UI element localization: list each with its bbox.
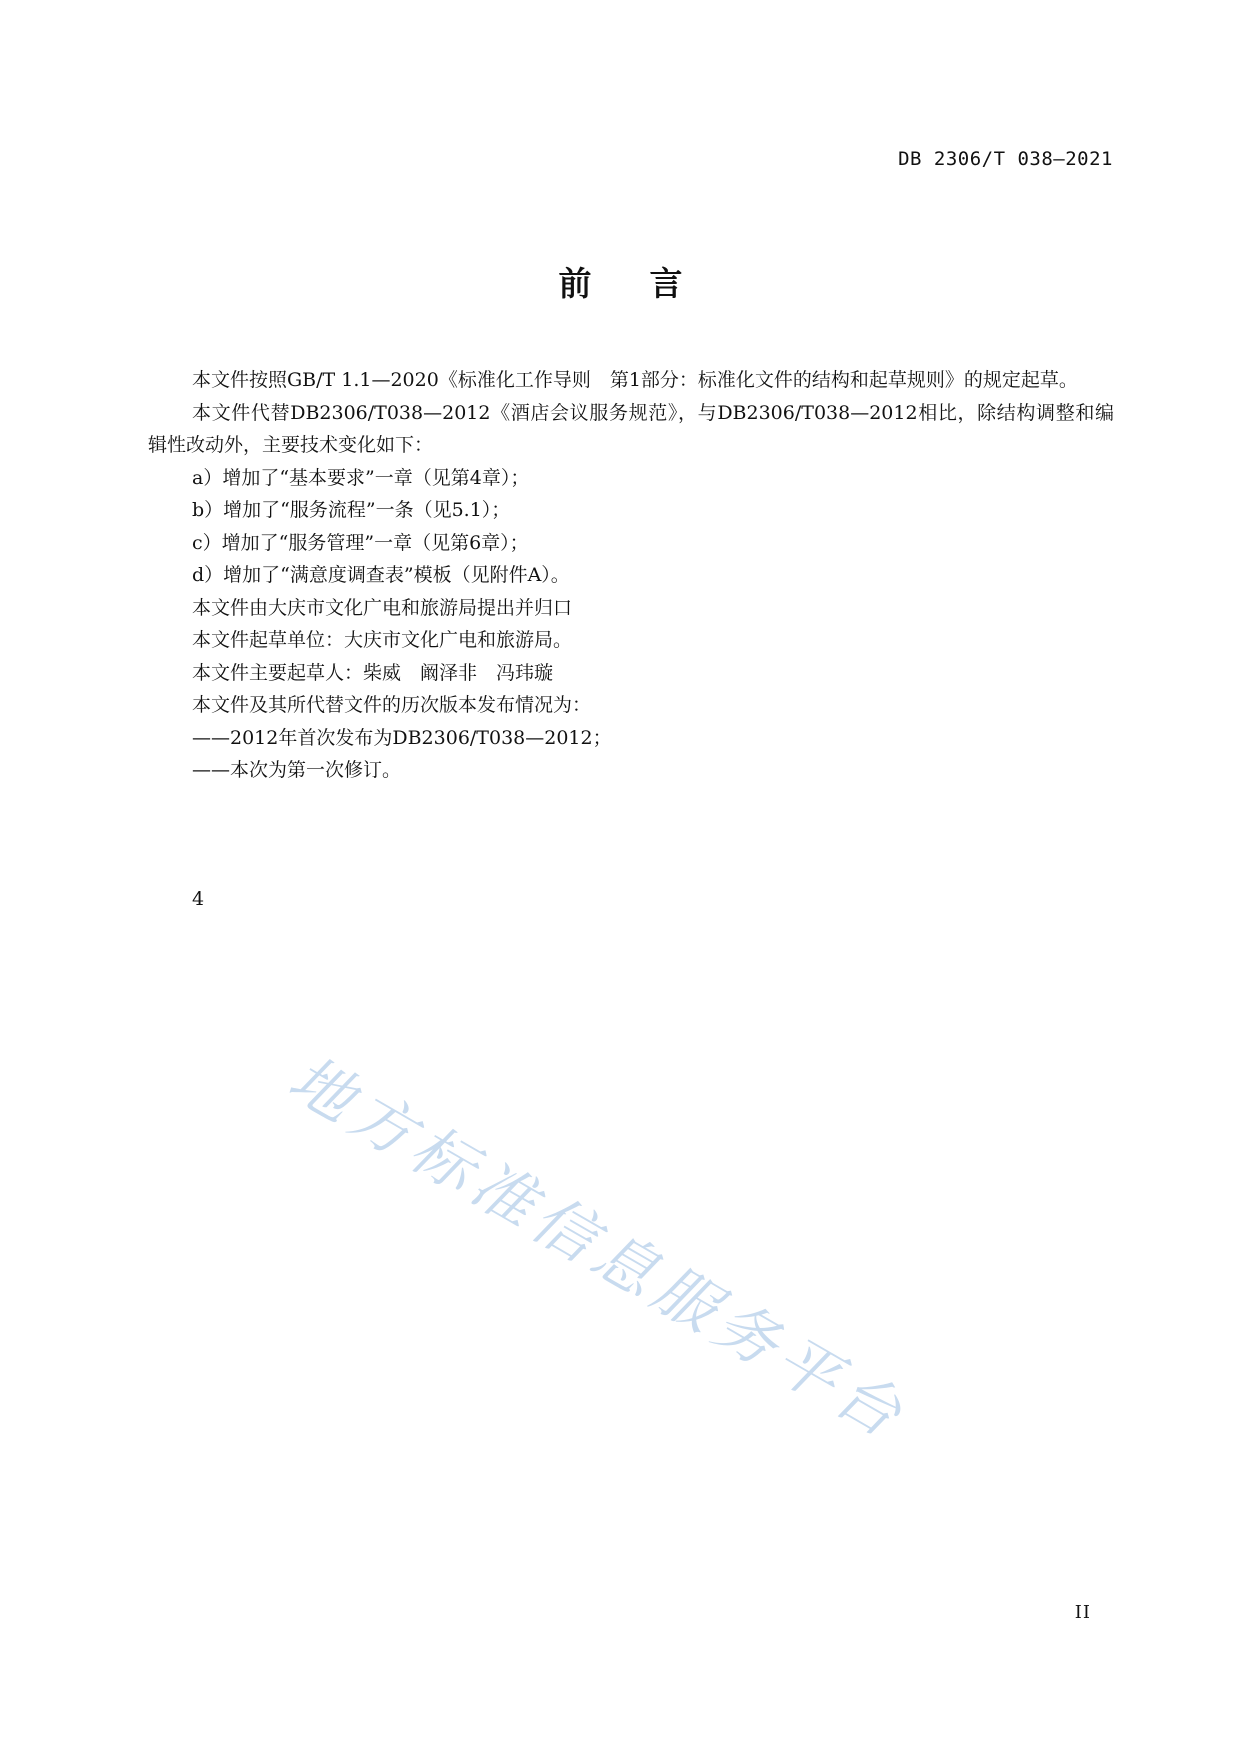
watermark-text: 地方标准信息服务平台 <box>277 1041 920 1455</box>
paragraph-history-intro: 本文件及其所代替文件的历次版本发布情况为： <box>192 694 592 716</box>
document-number: DB 2306/T 038—2021 <box>898 148 1113 170</box>
page-number: II <box>1074 1602 1091 1623</box>
paragraph-drafting-unit: 本文件起草单位：大庆市文化广电和旅游局。 <box>192 629 573 651</box>
list-item-change-d: d）增加了“满意度调查表”模板（见附件A）。 <box>192 564 570 586</box>
list-item-history-2012: ——2012年首次发布为DB2306/T038—2012； <box>192 726 612 749</box>
list-item-change-b: b）增加了“服务流程”一条（见5.1）； <box>192 499 511 521</box>
list-item-change-c: c）增加了“服务管理”一章（见第6章）； <box>192 531 529 554</box>
paragraph-drafting-basis: 本文件按照GB/T 1.1—2020《标准化工作导则 第1部分：标准化文件的结构和起草规则》的规定起草。 <box>192 369 1078 391</box>
list-item-history-current: ——本次为第一次修订。 <box>192 759 402 781</box>
foreword-body <box>148 364 1114 787</box>
paragraph-proposer: 本文件由大庆市文化广电和旅游局提出并归口 <box>192 596 573 619</box>
paragraph-drafters: 本文件主要起草人：柴威 阚泽非 冯玮璇 <box>192 661 554 684</box>
stray-page-mark: 4 <box>192 888 205 910</box>
page-title: 前言 <box>558 264 741 303</box>
paragraph-replacement: 本文件代替DB2306/T038—2012《酒店会议服务规范》，与DB2306/T038—2012相比，除结构调整和编辑性改动外，主要技术变化如下： <box>148 401 1114 456</box>
list-item-change-a: a）增加了“基本要求”一章（见第4章）； <box>192 466 530 489</box>
